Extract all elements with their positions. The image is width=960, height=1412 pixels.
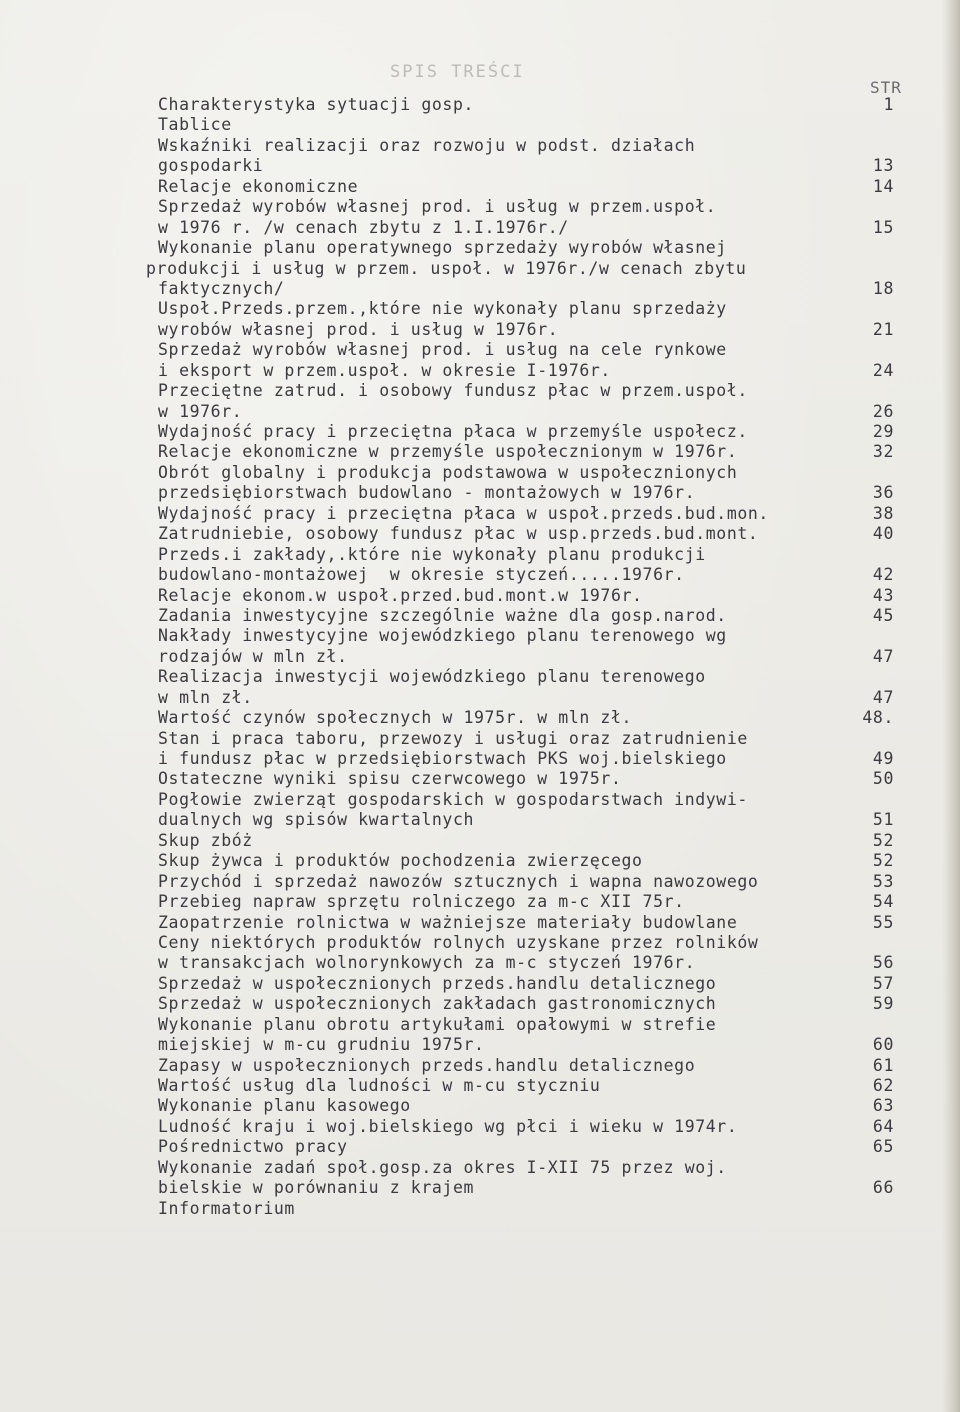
toc-entry-title: Ostateczne wyniki spisu czerwcowego w 1975r. (158, 769, 622, 789)
toc-entry-title: w 1976 r. /w cenach zbytu z 1.I.1976r./ (158, 217, 569, 237)
toc-entry (0, 524, 960, 544)
toc-entry (0, 994, 960, 1014)
toc-entry-page-number: 26 (872, 401, 894, 421)
toc-entry-title: Pogłowie zwierząt gospodarskich w gospodarstwach indywi- (158, 789, 748, 809)
toc-entry-page-number: 40 (872, 524, 894, 544)
toc-entry-title: Przebieg napraw sprzętu rolniczego za m-c XII 75r. (158, 892, 685, 912)
toc-entry-page-number: 55 (872, 912, 894, 932)
toc-entry (0, 831, 960, 851)
toc-entry-title: przedsiębiorstwach budowlano - montażowych w 1976r. (158, 483, 696, 503)
toc-entry (0, 565, 960, 585)
toc-entry-page-number: 47 (872, 687, 894, 707)
toc-entry-page-number: 48. (862, 708, 894, 728)
toc-entry-title: Wykonanie planu obrotu artykułami opałowymi w strefie (158, 1014, 717, 1034)
toc-entry (0, 810, 960, 830)
toc-entry-title: budowlano-montażowej w okresie styczeń.....1976r. (158, 565, 685, 585)
toc-entry-title: Sprzedaż wyrobów własnej prod. i usług na cele rynkowe (158, 340, 727, 360)
toc-entry (0, 933, 960, 953)
toc-entry-title: Wartość usług dla ludności w m-cu styczniu (158, 1076, 601, 1095)
toc-entry-title: Charakterystyka sytuacji gosp. (158, 95, 475, 114)
toc-entry-title: Ludność kraju i woj.bielskiego wg płci i wieku w 1974r. (158, 1116, 738, 1136)
toc-entry-title: Wskaźniki realizacji oraz rozwoju w podst. działach (158, 135, 696, 155)
toc-entry-page-number: 36 (872, 483, 894, 503)
toc-entry (0, 769, 960, 789)
toc-entry-page-number: 61 (872, 1055, 894, 1075)
toc-entry-page-number: 63 (872, 1096, 894, 1116)
toc-entry-page-number: 15 (872, 217, 894, 237)
toc-entry-title: Wydajność pracy i przeciętna płaca w przemyśle uspołecz. (158, 422, 748, 441)
toc-entry-page-number: 66 (872, 1178, 894, 1198)
toc-entry (0, 892, 960, 912)
toc-entry-title: Przychód i sprzedaż nawozów sztucznych i wapna nawozowego (158, 871, 759, 891)
toc-entry-title: Realizacja inwestycji wojewódzkiego planu terenowego (158, 667, 706, 687)
toc-entry-title: Zapasy w uspołecznionych przeds.handlu detalicznego (158, 1055, 696, 1075)
toc-entry-title: i eksport w przem.uspoł. w okresie I-1976r. (158, 360, 611, 380)
toc-entry (0, 626, 960, 646)
toc-entry-page-number: 29 (872, 422, 894, 441)
toc-entry-title: wyrobów własnej prod. i usług w 1976r. (158, 319, 559, 339)
toc-entry-page-number: 52 (872, 851, 894, 871)
toc-entry-page-number: 54 (872, 892, 894, 912)
toc-entry (0, 136, 960, 156)
toc-entry (0, 483, 960, 503)
toc-entry (0, 381, 960, 401)
toc-entry-page-number: 65 (872, 1137, 894, 1157)
toc-entry-title: Wydajność pracy i przeciętna płaca w uspoł.przeds.bud.mon. (158, 503, 769, 523)
toc-entry-page-number: 38 (872, 503, 894, 523)
toc-entry-page-number: 24 (872, 360, 894, 380)
toc-entry-title: Wykonanie zadań społ.gosp.za okres I-XII 75 przez woj. (158, 1157, 727, 1177)
toc-entry (0, 851, 960, 871)
toc-entry-page-number: 52 (872, 830, 894, 850)
toc-entry-title: Wartość czynów społecznych w 1975r. w mln zł. (158, 708, 633, 728)
toc-entry-page-number: 62 (872, 1076, 894, 1095)
toc-entry-title: bielskie w porównaniu z krajem (158, 1178, 475, 1198)
toc-entry (0, 1117, 960, 1137)
toc-entry (0, 1178, 960, 1198)
toc-entry-title: Nakłady inwestycyjne wojewódzkiego planu terenowego wg (158, 626, 727, 646)
toc-entry-page-number: 43 (872, 585, 894, 605)
toc-entry (0, 299, 960, 319)
toc-entry (0, 218, 960, 238)
toc-entry-page-number: 42 (872, 565, 894, 585)
toc-entry (0, 913, 960, 933)
toc-entry (0, 1076, 960, 1096)
toc-entry-page-number: 47 (872, 646, 894, 666)
toc-entry (0, 442, 960, 462)
toc-entry-title: Przeds.i zakłady,.które nie wykonały planu produkcji (158, 544, 706, 564)
toc-entry (0, 238, 960, 258)
toc-entry-title: Sprzedaż wyrobów własnej prod. i usług w przem.uspoł. (158, 197, 717, 217)
toc-entry (0, 872, 960, 892)
toc-entry-page-number: 32 (872, 442, 894, 462)
toc-entry-page-number: 18 (872, 278, 894, 298)
toc-entry (0, 1199, 960, 1219)
toc-entry (0, 1035, 960, 1055)
toc-entry (0, 647, 960, 667)
toc-entry (0, 790, 960, 810)
toc-entry-page-number: 50 (872, 769, 894, 789)
toc-entry-page-number: 64 (872, 1116, 894, 1136)
toc-entry (0, 1096, 960, 1116)
toc-entry-title: Sprzedaż w uspołecznionych przeds.handlu detalicznego (158, 973, 717, 993)
toc-entry-title: rodzajów w mln zł. (158, 646, 348, 666)
toc-entry-title: produkcji i usług w przem. uspoł. w 1976r./w cenach zbytu (146, 258, 747, 278)
toc-entry (0, 1137, 960, 1157)
toc-entry (0, 953, 960, 973)
toc-entry (0, 1015, 960, 1035)
toc-entry (0, 320, 960, 340)
toc-entry-title: Obrót globalny i produkcja podstawowa w uspołecznionych (158, 462, 738, 482)
toc-entry-title: Zadania inwestycyjne szczególnie ważne dla gosp.narod. (158, 605, 727, 625)
toc-entry (0, 156, 960, 176)
toc-entry-page-number: 56 (872, 953, 894, 973)
toc-entry (0, 586, 960, 606)
toc-entry-title: Skup żywca i produktów pochodzenia zwierzęcego (158, 851, 643, 871)
toc-entry (0, 1158, 960, 1178)
table-of-contents (0, 95, 960, 1219)
toc-entry (0, 749, 960, 769)
toc-entry-title: gospodarki (158, 156, 264, 176)
toc-entry (0, 974, 960, 994)
toc-entry (0, 1056, 960, 1076)
toc-entry-title: Skup zbóż (158, 830, 253, 850)
toc-entry-title: w mln zł. (158, 687, 253, 707)
toc-entry-page-number: 1 (883, 95, 894, 114)
toc-entry-title: w transakcjach wolnorynkowych za m-c styczeń 1976r. (158, 953, 696, 973)
toc-entry-title: dualnych wg spisów kwartalnych (158, 810, 475, 830)
toc-entry (0, 688, 960, 708)
toc-entry-title: Wykonanie planu kasowego (158, 1096, 411, 1116)
toc-entry (0, 504, 960, 524)
toc-entry (0, 667, 960, 687)
toc-entry-title: i fundusz płac w przedsiębiorstwach PKS woj.bielskiego (158, 749, 727, 768)
page-title: SPIS TREŚCI (390, 62, 525, 82)
toc-entry-page-number: 57 (872, 973, 894, 993)
toc-entry (0, 197, 960, 217)
toc-entry-page-number: 45 (872, 605, 894, 625)
toc-entry-title: Relacje ekonomiczne w przemyśle uspołecznionym w 1976r. (158, 442, 738, 462)
toc-entry-page-number: 14 (872, 176, 894, 196)
toc-entry (0, 361, 960, 381)
toc-entry-title: Przeciętne zatrud. i osobowy fundusz płac w przem.uspoł. (158, 381, 748, 401)
toc-entry (0, 606, 960, 626)
toc-entry-page-number: 13 (872, 156, 894, 176)
toc-entry (0, 259, 960, 279)
toc-entry-title: miejskiej w m-cu grudniu 1975r. (158, 1035, 485, 1055)
toc-entry-title: Uspoł.Przeds.przem.,które nie wykonały planu sprzedaży (158, 299, 727, 319)
toc-entry-title: Relacje ekonom.w uspoł.przed.bud.mont.w 1976r. (158, 585, 643, 605)
toc-entry (0, 729, 960, 749)
toc-entry (0, 402, 960, 422)
toc-entry-title: Tablice (158, 115, 232, 135)
toc-entry-title: Stan i praca taboru, przewozy i usługi oraz zatrudnienie (158, 728, 748, 748)
toc-entry (0, 463, 960, 483)
toc-entry-title: Zaopatrzenie rolnictwa w ważniejsze materiały budowlane (158, 912, 738, 932)
toc-entry (0, 708, 960, 728)
toc-entry-title: Relacje ekonomiczne (158, 176, 359, 196)
page-column-label: STR (870, 78, 902, 97)
toc-entry (0, 177, 960, 197)
toc-entry-page-number: 21 (872, 319, 894, 339)
toc-entry-title: faktycznych/ (158, 278, 285, 298)
toc-entry-title: Sprzedaż w uspołecznionych zakładach gastronomicznych (158, 994, 717, 1014)
toc-entry-title: Ceny niektórych produktów rolnych uzyskane przez rolników (158, 932, 759, 952)
toc-entry-title: w 1976r. (158, 401, 243, 421)
toc-entry-page-number: 53 (872, 871, 894, 891)
toc-entry-title: Zatrudniebie, osobowy fundusz płac w usp.przeds.bud.mont. (158, 524, 759, 544)
toc-entry-title: Wykonanie planu operatywnego sprzedaży wyrobów własnej (158, 238, 727, 258)
toc-entry (0, 115, 960, 135)
toc-entry (0, 422, 960, 442)
toc-entry (0, 95, 960, 115)
toc-entry-page-number: 59 (872, 994, 894, 1014)
toc-entry-page-number: 51 (872, 810, 894, 830)
toc-entry (0, 340, 960, 360)
toc-entry (0, 545, 960, 565)
toc-entry (0, 279, 960, 299)
toc-entry-page-number: 49 (872, 749, 894, 768)
toc-entry-page-number: 60 (872, 1035, 894, 1055)
toc-entry-title: Pośrednictwo pracy (158, 1137, 348, 1157)
toc-entry-title: Informatorium (158, 1198, 295, 1218)
